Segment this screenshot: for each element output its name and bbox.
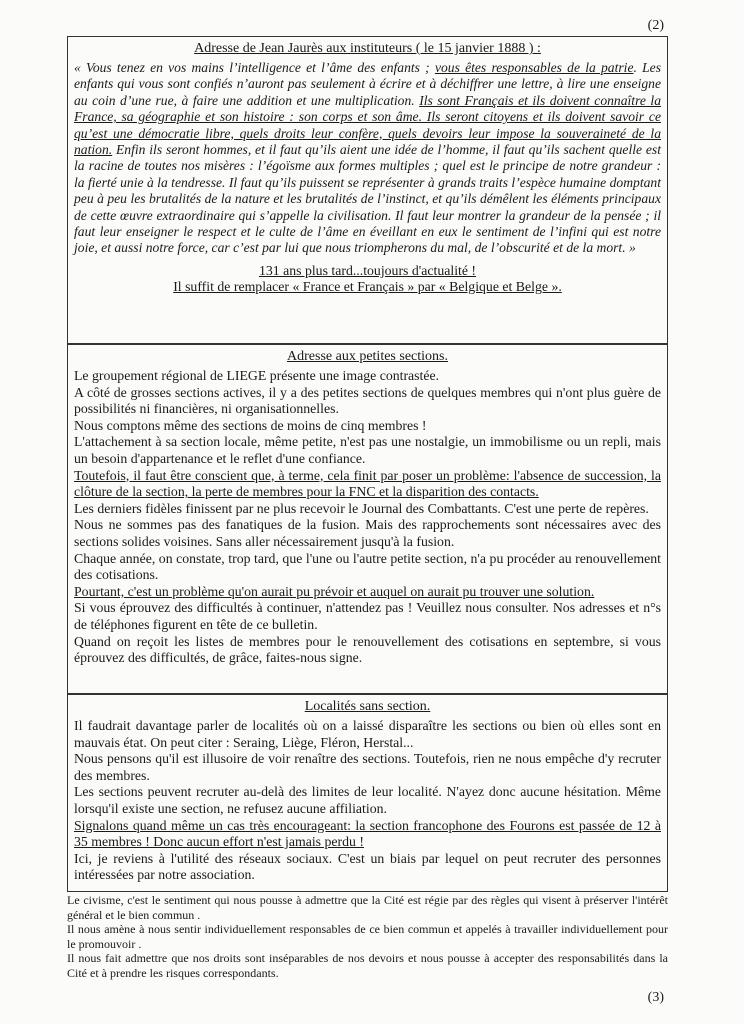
footer-paragraph: Il nous amène à nous sentir individuellement responsables de ce bien commun et appelés à travailler individuellement pour le promouvoir . bbox=[67, 922, 668, 951]
paragraph: Il faudrait davantage parler de localités où on a laissé disparaître les sections ou bien où elles sont en mauvais état. On peut citer : Seraing, Liège, Fléron, Herstal... bbox=[74, 718, 661, 750]
quote-part-d: Ils sont Français et ils doivent connaître la France, sa géographie et son histoire : son corps et son âme. Ils seront citoyens et ils doivent savoir ce qu’est une démocratie libre, quels droits leur confère, quels devoirs leur impose la souveraineté de la nation. bbox=[74, 92, 661, 158]
paragraph: A côté de grosses sections actives, il y a des petites sections de quelques membres qui n'ont plus guère de possibilités ni financières, ni organisationnelles. bbox=[74, 384, 661, 417]
page-number-top: (2) bbox=[647, 18, 664, 33]
small-sections-box bbox=[67, 344, 668, 694]
page-number-bottom: (3) bbox=[647, 990, 664, 1005]
paragraph: Quand on reçoit les listes de membres pour le renouvellement des cotisations en septembre, si vous éprouvez des difficultés, de grâce, faites-nous signe. bbox=[74, 633, 661, 666]
quote-part-a: « Vous tenez en vos mains l’intelligence et l’âme des enfants ; bbox=[74, 60, 435, 75]
closing-line-1: 131 ans plus tard...toujours d'actualité ! bbox=[258, 262, 477, 278]
footer-paragraph: Il nous fait admettre que nos droits sont inséparables de nos devoirs et nous pousse à accepter des responsabilités dans la Cité et à prendre les risques correspondants. bbox=[67, 951, 668, 980]
paragraph-underlined: Toutefois, il faut être conscient que, à terme, cela finit par poser un problème: l'absence de succession, la clôture de la section, la perte de membres pour la FNC et la disparition des contacts. bbox=[74, 467, 661, 500]
footer-paragraph: Le civisme, c'est le sentiment qui nous pousse à admettre que la Cité est régie par des règles qui visent à préserver l'intérêt général et le bien commun . bbox=[67, 893, 668, 922]
paragraph: L'attachement à sa section locale, même petite, n'est pas une nostalgie, un immobilisme ou un repli, mais un besoin d'appartenance et le reflet d'une confiance. bbox=[74, 434, 661, 466]
paragraph: Le groupement régional de LIEGE présente une image contrastée. bbox=[74, 368, 440, 383]
paragraph: Les sections peuvent recruter au-delà des limites de leur localité. N'ayez donc aucune hésitation. Même lorsqu'il existe une section, ne refusez aucune affiliation. bbox=[74, 784, 661, 816]
quote-part-c: . Les enfants qui vous sont confiés n’auront pas seulement à écrire et à déchiffrer une lettre, à lire une enseigne au coin d’une rue, à faire une addition et une multiplication. bbox=[74, 60, 661, 108]
quote-part-e: Enfin ils seront hommes, et il faut qu’ils aient une idée de l’homme, il faut qu’ils sachent quelle est la racine de toutes nos misères : l’égoïsme aux formes multiples ; quel est le principe de notre grandeur : la fierté unie à la tendresse. Il faut qu’ils puissent se représenter à grands traits l’espèce humaine domptant peu à peu les brutalités de la nature et les brutalités de l’instinct, et qu’ils démêlent les éléments principaux de cette œuvre extraordinaire qui s’appelle la civilisation. Il faut leur montrer la grandeur de la pensée ; il faut leur enseigner le respect et le culte de l’âme en éveillant en eux le sentiment de l’infini qui est notre joie, et aussi notre force, car c’est par lui que nous triompherons du mal, de l’obscurité et de la mort. » bbox=[74, 142, 661, 256]
paragraph-underlined: Pourtant, c'est un problème qu'on aurait pu prévoir et auquel on aurait pu trouver une solution. bbox=[74, 583, 595, 599]
closing-line-2: Il suffit de remplacer « France et Français » par « Belgique et Belge ». bbox=[173, 279, 562, 295]
paragraph: Nous pensons qu'il est illusoire de voir renaître des sections. Toutefois, rien ne nous empêche d'y recruter des membres. bbox=[74, 751, 661, 783]
paragraph-underlined: Signalons quand même un cas très encourageant: la section francophone des Fourons est passée de 12 à 35 membres ! Donc aucun effort n'est jamais perdu ! bbox=[74, 817, 661, 850]
paragraph: Si vous éprouvez des difficultés à continuer, n'attendez pas ! Veuillez nous consulter. Nos adresses et n°s de téléphones figurent en tête de ce bulletin. bbox=[74, 600, 661, 632]
paragraph: Nous ne sommes pas des fanatiques de la fusion. Mais des rapprochements sont nécessaires avec des sections solides voisines. Sans aller nécessairement jusqu'à la fusion. bbox=[74, 517, 661, 549]
section-title-jaures: Adresse de Jean Jaurès aux instituteurs ( le 15 janvier 1888 ) : bbox=[194, 41, 541, 56]
paragraph: Chaque année, on constate, trop tard, que l'une ou l'autre petite section, n'a pu procéder au renouvellement des cotisations. bbox=[74, 550, 661, 583]
paragraph: Ici, je reviens à l'utilité des réseaux sociaux. C'est un biais par lequel on peut recruter des personnes intéressées par notre association. bbox=[74, 850, 661, 883]
quote-part-b: vous êtes responsables de la patrie bbox=[434, 60, 634, 75]
civism-footer bbox=[67, 893, 668, 981]
jaures-quote bbox=[74, 60, 661, 257]
section-title-localities: Localités sans section. bbox=[304, 699, 431, 714]
localities-box bbox=[67, 694, 668, 892]
jaures-quote-box bbox=[67, 36, 668, 344]
paragraph: Nous comptons même des sections de moins de cinq membres ! bbox=[74, 417, 427, 433]
paragraph: Les derniers fidèles finissent par ne plus recevoir le Journal des Combattants. C'est une perte de repères. bbox=[74, 500, 649, 516]
section-title-small-sections: Adresse aux petites sections. bbox=[287, 349, 448, 364]
